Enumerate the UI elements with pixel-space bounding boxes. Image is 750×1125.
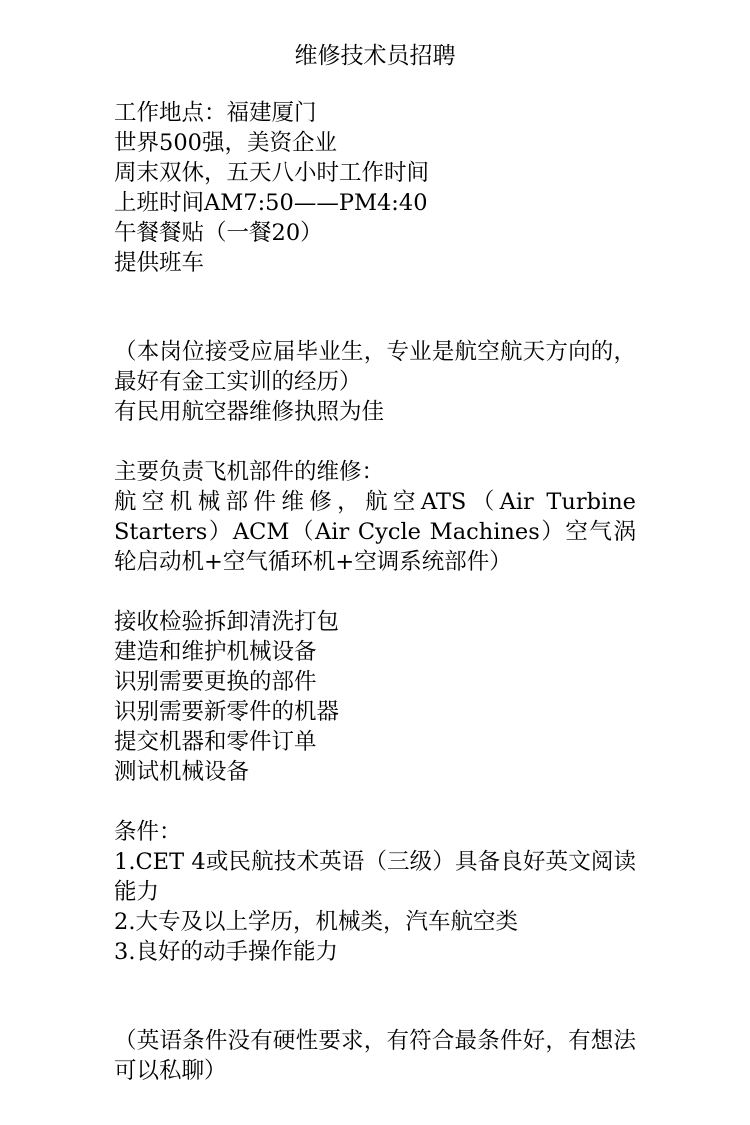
meal-allowance: 午餐餐贴（一餐20） bbox=[114, 220, 323, 246]
requirement-item: 2.大专及以上学历，机械类，汽车航空类 bbox=[114, 909, 518, 935]
task-item: 识别需要新零件的机器 bbox=[114, 699, 340, 725]
spacer bbox=[114, 577, 636, 607]
page-title: 维修技术员招聘 bbox=[294, 43, 456, 69]
spacer bbox=[114, 787, 636, 817]
requirements-heading: 条件： bbox=[114, 819, 182, 845]
task-item: 提交机器和零件订单 bbox=[114, 729, 317, 755]
spacer bbox=[114, 278, 636, 337]
posting-content bbox=[114, 98, 636, 1086]
tasks-section bbox=[114, 607, 636, 787]
duties-detail: 航空机械部件维修，航空ATS（Air Turbine Starters）ACM（Air Cycle Machines）空气涡轮启动机+空气循环机+空调系统部件） bbox=[114, 489, 636, 575]
requirement-item: 3.良好的动手操作能力 bbox=[114, 939, 338, 965]
closing-note: （英语条件没有硬性要求，有符合最条件好，有想法可以私聊） bbox=[114, 1028, 636, 1084]
notes-section bbox=[114, 337, 636, 427]
task-item: 接收检验拆卸清洗打包 bbox=[114, 609, 340, 635]
work-hours: 上班时间AM7:50——PM4:40 bbox=[114, 190, 428, 216]
task-item: 建造和维护机械设备 bbox=[114, 639, 317, 665]
work-schedule: 周末双休，五天八小时工作时间 bbox=[114, 160, 430, 186]
requirement-item: 1.CET 4或民航技术英语（三级）具备良好英文阅读能力 bbox=[114, 849, 636, 905]
duties-heading: 主要负责飞机部件的维修： bbox=[114, 459, 385, 485]
closing-section bbox=[114, 1026, 636, 1086]
spacer bbox=[114, 967, 636, 1026]
task-item: 测试机械设备 bbox=[114, 759, 250, 785]
graduates-note: （本岗位接受应届毕业生，专业是航空航天方向的，最好有金工实训的经历） bbox=[114, 339, 636, 395]
spacer bbox=[114, 427, 636, 457]
duties-section bbox=[114, 457, 636, 577]
requirements-section bbox=[114, 817, 636, 967]
basics-section bbox=[114, 98, 636, 278]
shuttle-bus: 提供班车 bbox=[114, 250, 205, 276]
license-note: 有民用航空器维修执照为佳 bbox=[114, 399, 385, 425]
work-location: 工作地点：福建厦门 bbox=[114, 100, 317, 126]
task-item: 识别需要更换的部件 bbox=[114, 669, 317, 695]
company-type: 世界500强，美资企业 bbox=[114, 130, 337, 156]
